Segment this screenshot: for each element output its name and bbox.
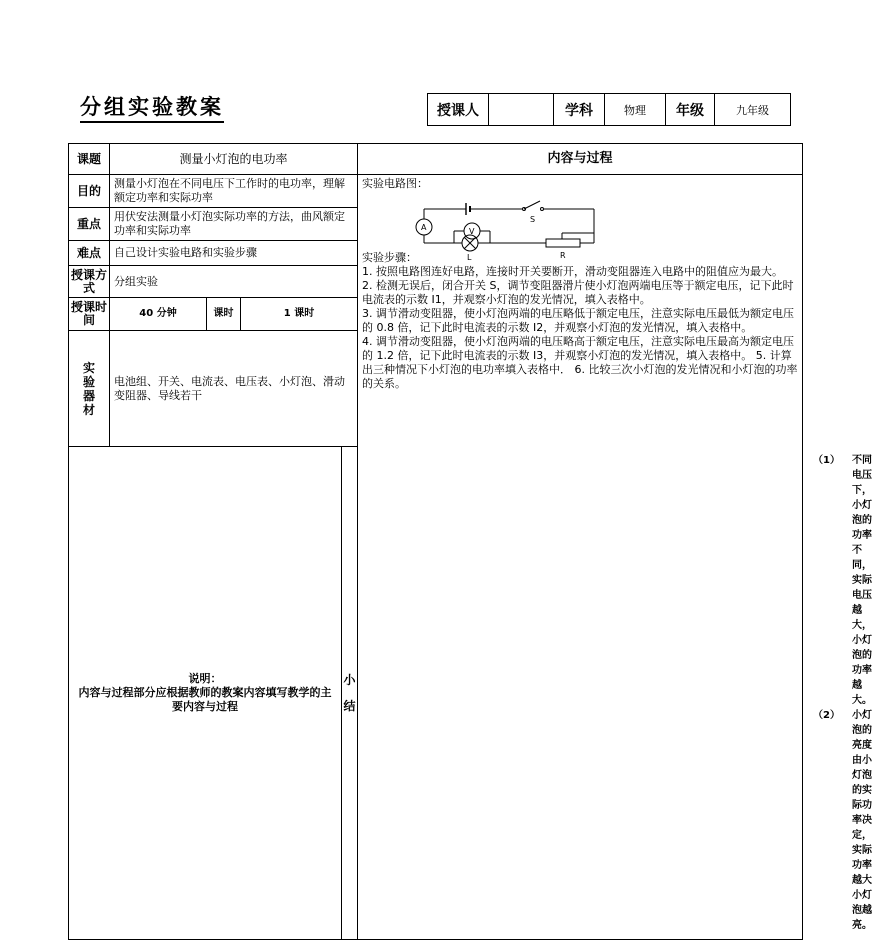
step-2: 2. 检测无误后，闭合开关 S，调节变阻器滑片使小灯泡两端电压等于额定电压，记下此时电流表的示数 I1，并观察小灯泡的发光情况，填入表格中。 xyxy=(362,279,794,306)
summary-item-text: 小灯泡的亮度由小灯泡的实际功率决定，实际功率越大小灯泡越亮。 xyxy=(851,710,872,931)
summary-label-char-1: 小 xyxy=(343,673,356,687)
hours-value: 1 课时 xyxy=(241,298,358,331)
topic-value: 测量小灯泡的电功率 xyxy=(110,144,358,175)
grade-value: 九年级 xyxy=(715,94,791,126)
summary-item-text: 不同电压下，小灯泡的功率不同，实际电压越大，小灯泡的功率越大。 xyxy=(851,455,872,706)
note-text: 内容与过程部分应根据教师的教案内容填写教学的主要内容与过程 xyxy=(78,686,332,713)
grade-label: 年级 xyxy=(666,94,715,126)
lesson-table xyxy=(68,143,872,940)
content-header: 内容与过程 xyxy=(358,144,803,175)
difficulty-label: 难点 xyxy=(69,241,110,266)
content-cell xyxy=(358,175,803,940)
equipment-label-char-3: 器 xyxy=(82,388,95,403)
step-3: 3. 调节滑动变阻器，使小灯泡两端的电压略低于额定电压，注意实际电压最低为额定电压的 0.8 倍，记下此时电流表的示数 I2，并观察小灯泡的发光情况，填入表格中。 xyxy=(362,307,795,334)
document-title: 分组实验教案 xyxy=(80,94,224,123)
note-title: 说明： xyxy=(188,672,222,685)
ammeter-symbol: A xyxy=(421,223,427,232)
subject-label: 学科 xyxy=(554,94,605,126)
step-4: 4. 调节滑动变阻器，使小灯泡两端的电压略高于额定电压，注意实际电压最高为额定电压的 1.2 倍，记下此时电流表的示数 I3，并观察小灯泡的发光情况，填入表格中。 5. 计算出三种情况下小灯泡的电功率填入表格中． 6. 比较三次小灯泡的发光情况和小灯泡的功率的关系。 xyxy=(362,335,798,390)
steps-section xyxy=(362,251,798,391)
method-value: 分组实验 xyxy=(110,266,358,298)
steps-label: 实验步骤： xyxy=(362,251,418,264)
equipment-label-char-2: 验 xyxy=(82,374,95,389)
rheostat-symbol: R xyxy=(560,251,566,260)
difficulty-value: 自己设计实验电路和实验步骤 xyxy=(110,241,358,266)
equipment-label xyxy=(69,331,110,447)
equipment-value: 电池组、开关、电流表、电压表、小灯泡、滑动变阻器、导线若干 xyxy=(110,331,358,447)
note-cell xyxy=(69,447,342,940)
goal-value: 测量小灯泡在不同电压下工作时的电功率，理解额定功率和实际功率 xyxy=(110,175,358,208)
hours-label: 课时 xyxy=(207,298,241,331)
switch-symbol: S xyxy=(530,215,536,224)
teacher-value xyxy=(489,94,554,126)
lamp-symbol: L xyxy=(467,253,472,262)
key-label: 重点 xyxy=(69,208,110,241)
step-1: 1. 按照电路图连好电路，连接时开关要断开，滑动变阻器连入电路中的阻值应为最大。 xyxy=(362,265,784,278)
goal-label: 目的 xyxy=(69,175,110,208)
info-table xyxy=(427,93,791,126)
subject-value: 物理 xyxy=(605,94,666,126)
teacher-label: 授课人 xyxy=(428,94,489,126)
summary-label-char-2: 结 xyxy=(343,699,356,713)
summary-item-num: （1） xyxy=(813,455,840,466)
equipment-label-char-4: 材 xyxy=(82,402,95,417)
time-value: 40 分钟 xyxy=(110,298,207,331)
method-label: 授课方式 xyxy=(69,266,110,298)
time-label: 授课时间 xyxy=(69,298,110,331)
summary-label xyxy=(342,447,358,940)
key-value: 用伏安法测量小灯泡实际功率的方法，曲风额定功率和实际功率 xyxy=(110,208,358,241)
topic-label: 课题 xyxy=(69,144,110,175)
voltmeter-symbol: V xyxy=(469,227,475,236)
circuit-label: 实验电路图： xyxy=(362,177,429,190)
equipment-label-char-1: 实 xyxy=(82,360,95,375)
summary-item-num: （2） xyxy=(813,710,840,721)
